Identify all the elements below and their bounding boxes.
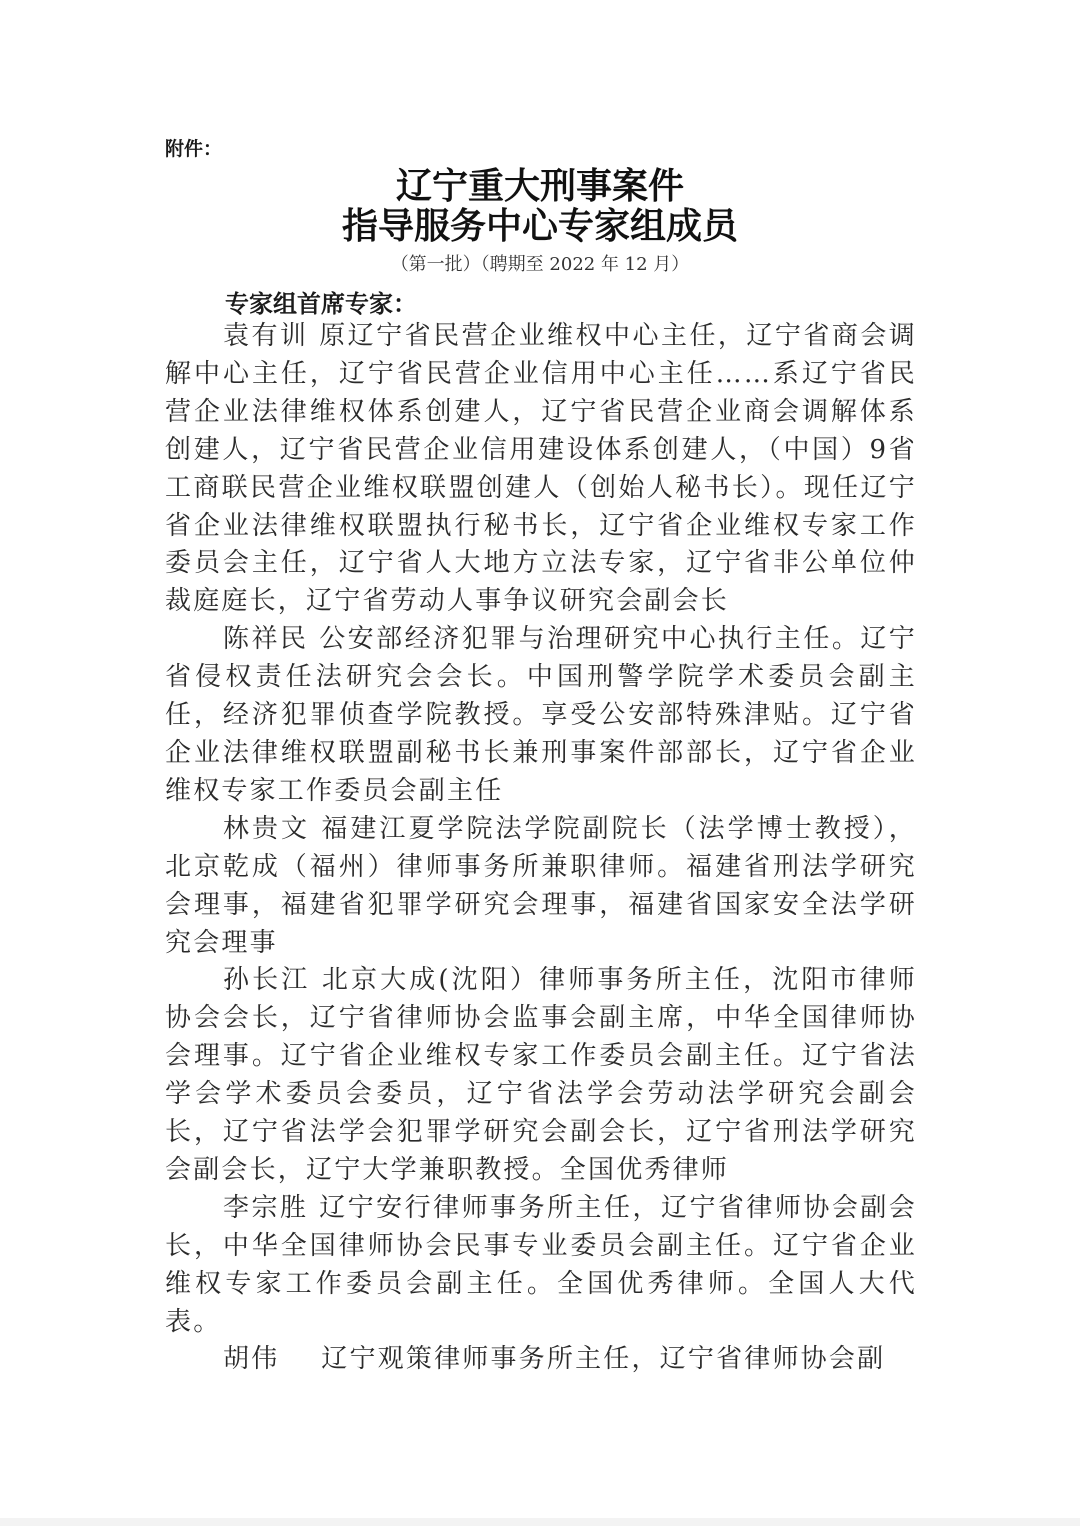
expert-name: 林贵文 bbox=[223, 813, 311, 844]
expert-entry bbox=[165, 621, 917, 811]
expert-entry bbox=[165, 1341, 917, 1379]
expert-description: 原辽宁省民营企业维权中心主任，辽宁省商会调解中心主任，辽宁省民营企业信用中心主任……系辽宁省民营企业法律维权体系创建人，辽宁省民营企业商会调解体系创建人，辽宁省民营企业信用建设体系创建人，（中国）9省工商联民营企业维权联盟创建人（创始人秘书长）。现任辽宁省企业法律维权联盟执行秘书长，辽宁省企业维权专家工作委员会主任，辽宁省人大地方立法专家，辽宁省非公单位仲裁庭庭长，辽宁省劳动人事争议研究会副会长 bbox=[165, 321, 918, 617]
expert-description: 福建江夏学院法学院副院长（法学博士教授），北京乾成（福州）律师事务所兼职律师。福建省刑法学研究会理事，福建省犯罪学研究会理事，福建省国家安全法学研究会理事 bbox=[165, 813, 918, 958]
expert-description: 辽宁安行律师事务所主任，辽宁省律师协会副会长，中华全国律师协会民事专业委员会副主任。辽宁省企业维权专家工作委员会副主任。全国优秀律师。全国人大代表。 bbox=[165, 1192, 918, 1337]
expert-name: 袁有训 bbox=[223, 321, 309, 351]
document-title-line-1: 辽宁重大刑事案件 bbox=[395, 166, 684, 207]
expert-entry bbox=[165, 811, 917, 963]
expert-name: 孙长江 bbox=[223, 965, 311, 996]
expert-entry bbox=[165, 318, 917, 621]
expert-description: 北京大成(沈阳）律师事务所主任，沈阳市律师协会会长，辽宁省律师协会监事会副主席，中华全国律师协会理事。辽宁省企业维权专家工作委员会副主任。辽宁省法学会学术委员会委员，辽宁省法学会劳动法学研究会副会长，辽宁省法学会犯罪学研究会副会长，辽宁省刑法学研究会副会长，辽宁大学兼职教授。全国优秀律师 bbox=[165, 965, 917, 1185]
expert-name: 胡伟 bbox=[223, 1344, 280, 1375]
document-subtitle: （第一批）（聘期至 2022 年 12 月） bbox=[390, 254, 690, 275]
expert-name: 李宗胜 bbox=[223, 1192, 309, 1223]
expert-name: 陈祥民 bbox=[223, 624, 309, 655]
expert-description: 辽宁观策律师事务所主任，辽宁省律师协会副 bbox=[321, 1344, 886, 1375]
attachment-label: 附件： bbox=[165, 138, 223, 160]
document-title-line-2: 指导服务中心专家组成员 bbox=[341, 206, 738, 247]
expert-list bbox=[165, 318, 917, 1379]
expert-entry bbox=[165, 962, 917, 1189]
expert-description: 公安部经济犯罪与治理研究中心执行主任。辽宁省侵权责任法研究会会长。中国刑警学院学术委员会副主任，经济犯罪侦查学院教授。享受公安部特殊津贴。辽宁省企业法律维权联盟副秘书长兼刑事案件部部长，辽宁省企业维权专家工作委员会副主任 bbox=[165, 624, 918, 806]
section-heading: 专家组首席专家： bbox=[225, 290, 417, 318]
page-bottom-edge bbox=[0, 1518, 1080, 1526]
expert-entry bbox=[165, 1190, 917, 1342]
